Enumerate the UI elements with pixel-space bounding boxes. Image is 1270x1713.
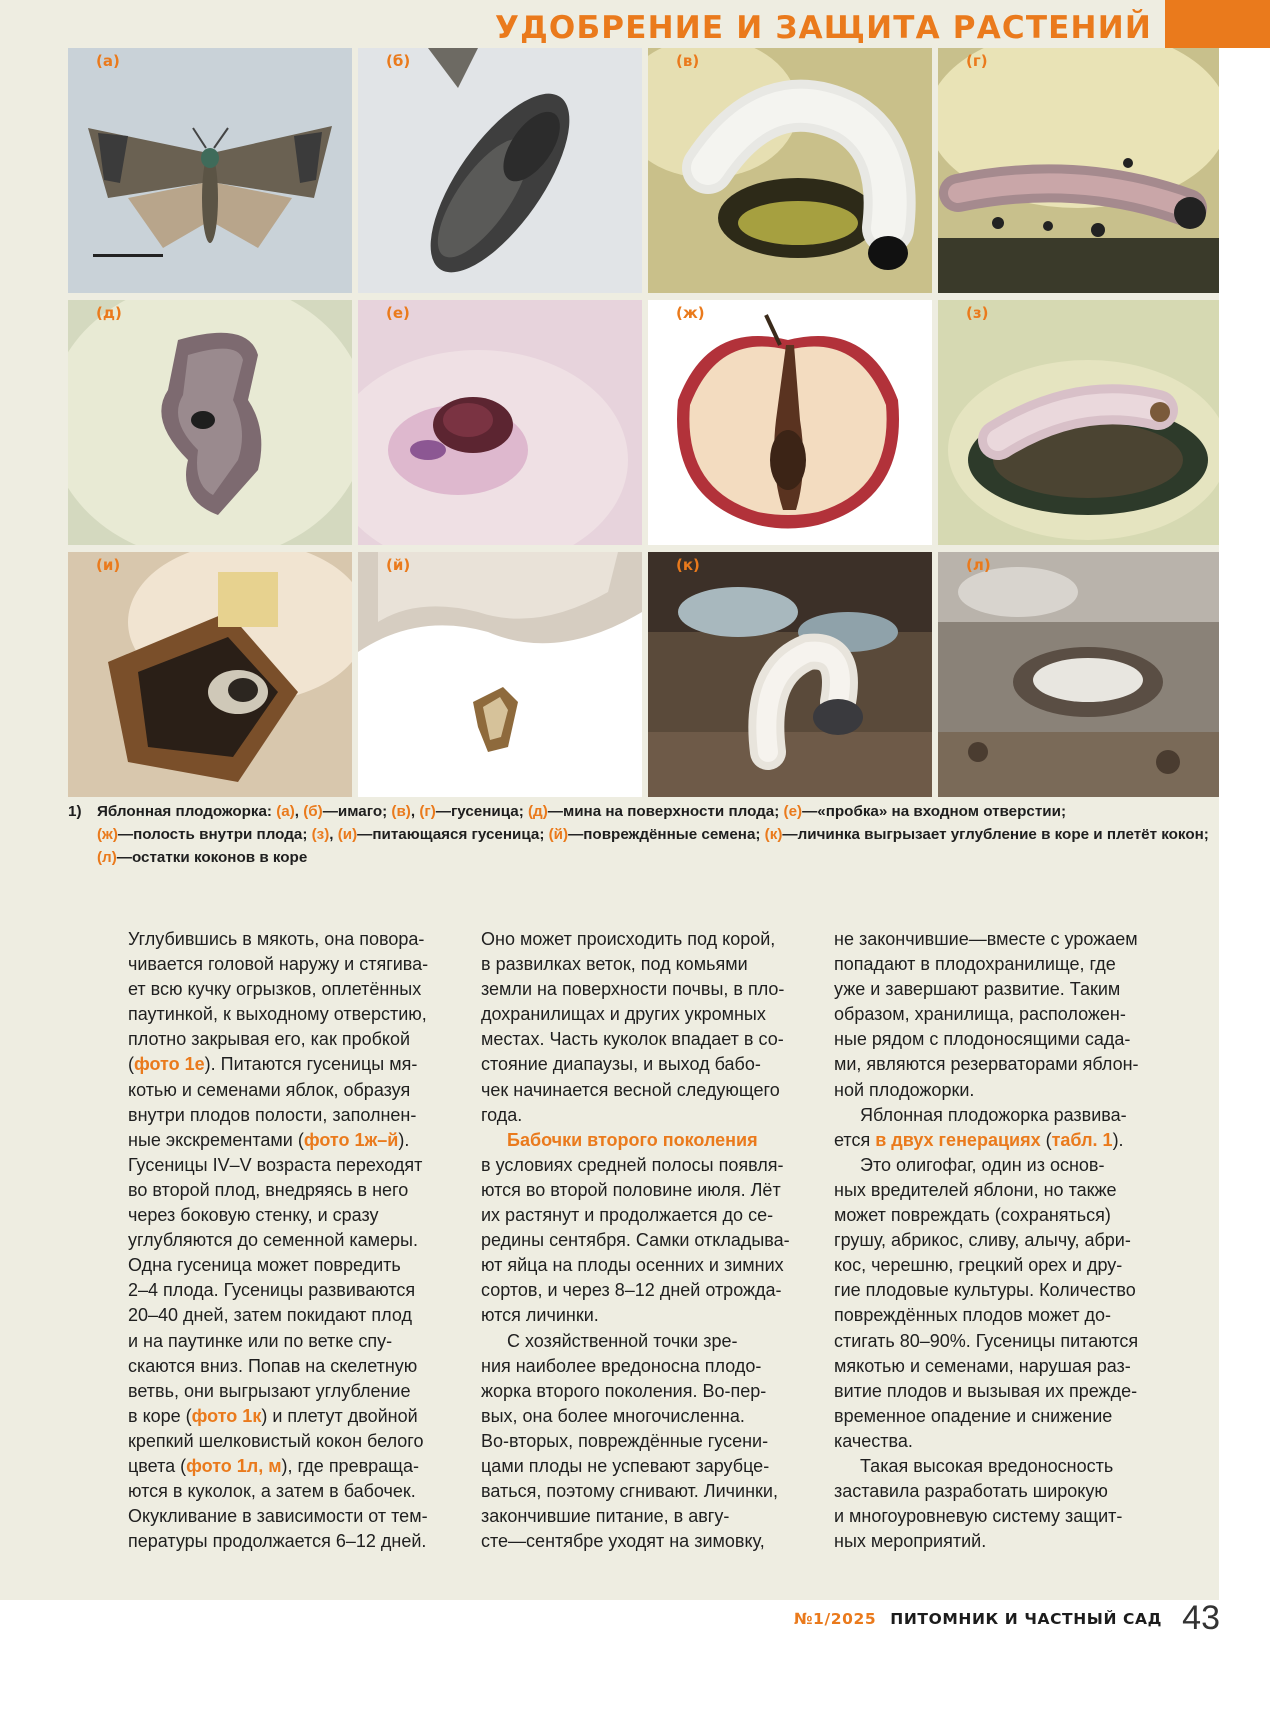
photo-grid: [68, 48, 1219, 797]
body-text: котью и семенами яблок, образуя: [128, 1079, 411, 1100]
caption-ref: (б): [303, 803, 323, 820]
caption-ref: (л): [97, 849, 117, 866]
body-text: ные рядом с плодоносящими сада-: [834, 1029, 1131, 1050]
text-line: [128, 1479, 458, 1504]
text-line: [128, 927, 458, 952]
caption-text: —гусеница;: [435, 803, 528, 820]
text-line: [834, 1253, 1164, 1278]
text-line: [128, 1303, 458, 1328]
body-text: и на паутинке или по ветке спу-: [128, 1330, 393, 1351]
text-line: [128, 1354, 458, 1379]
body-text: пературы продолжается 6–12 дней.: [128, 1531, 427, 1552]
text-line: [481, 1078, 811, 1103]
text-line: [834, 1429, 1164, 1454]
text-line: [481, 1128, 811, 1153]
text-line: [128, 1002, 458, 1027]
body-text: скаются вниз. Попав на скелетную: [128, 1355, 418, 1376]
body-text: их растянут и продолжается до се-: [481, 1205, 774, 1226]
body-text: ются в куколок, а затем в бабочек.: [128, 1481, 416, 1502]
caption-text: —имаго;: [322, 803, 392, 820]
caption-text: —остатки коконов в коре: [116, 849, 308, 866]
photo-b: [358, 48, 642, 293]
body-text: внутри плодов полости, заполнен-: [128, 1104, 417, 1125]
text-line: [481, 1479, 811, 1504]
body-text: ные экскрементами (: [128, 1129, 304, 1150]
body-text: углубляются до семенной камеры.: [128, 1230, 418, 1251]
caption-text: ,: [329, 826, 338, 843]
section-tab: [1165, 0, 1270, 48]
body-text: грушу, абрикос, сливу, алычу, абри-: [834, 1230, 1131, 1251]
body-text: гие плодовые культуры. Количество: [834, 1280, 1136, 1301]
text-line: [481, 1153, 811, 1178]
body-text: крепкий шелковистый кокон белого: [128, 1430, 424, 1451]
feeding-caterpillar-icon: [938, 300, 1219, 545]
text-line: [834, 927, 1164, 952]
text-line: [481, 1052, 811, 1077]
text-line: [128, 1529, 458, 1554]
highlight-text: Бабочки второго поколения: [507, 1129, 758, 1150]
body-text: земли на поверхности почвы, в пло-: [481, 979, 785, 1000]
text-line: [481, 927, 811, 952]
text-line: [128, 1027, 458, 1052]
photo-e: [358, 300, 642, 545]
text-line: [834, 1153, 1164, 1178]
text-line: [128, 1429, 458, 1454]
text-line: [481, 1504, 811, 1529]
body-text: образом, хранилища, расположен-: [834, 1004, 1126, 1025]
text-line: [128, 977, 458, 1002]
photo-v: [648, 48, 932, 293]
body-text: через боковую стенку, и сразу: [128, 1205, 379, 1226]
text-line: [834, 1379, 1164, 1404]
body-text: ются во второй половине июля. Лёт: [481, 1179, 781, 1200]
body-text: (: [1040, 1129, 1052, 1150]
photo-label: (а): [96, 52, 120, 70]
text-line: [834, 1027, 1164, 1052]
text-line: [834, 1052, 1164, 1077]
text-line: [834, 1128, 1164, 1153]
text-line: [481, 1278, 811, 1303]
text-line: [481, 1303, 811, 1328]
text-line: [481, 952, 811, 977]
caption-ref: (к): [764, 826, 783, 843]
text-line: [128, 952, 458, 977]
body-text: 20–40 дней, затем покидают плод: [128, 1305, 412, 1326]
text-line: [481, 1329, 811, 1354]
text-line: [834, 1454, 1164, 1479]
body-text: в развилках веток, под комьями: [481, 954, 748, 975]
pink-caterpillar-icon: [938, 48, 1219, 293]
body-text: чивается головой наружу и стягива-: [128, 954, 429, 975]
body-text: Во-вторых, повреждённые гусени-: [481, 1430, 769, 1451]
caterpillar-in-fruit-icon: [68, 552, 352, 797]
text-line: [834, 1203, 1164, 1228]
body-text: временное опадение и снижение: [834, 1405, 1113, 1426]
apple-cross-section-icon: [648, 300, 932, 545]
body-text: мякотью и семенами, нарушая раз-: [834, 1355, 1131, 1376]
body-text: вых, она более многочисленна.: [481, 1405, 745, 1426]
photo-l: [938, 552, 1219, 797]
text-column-1: [128, 927, 458, 1554]
text-line: [128, 1278, 458, 1303]
moth-resting-icon: [358, 48, 642, 293]
body-text: качества.: [834, 1430, 913, 1451]
section-title: УДОБРЕНИЕ И ЗАЩИТА РАСТЕНИЙ: [495, 10, 1152, 46]
body-text: заставила разработать широкую: [834, 1481, 1108, 1502]
body-text: дохранилищах и других укромных: [481, 1004, 766, 1025]
body-text: паутинкой, к выходному отверстию,: [128, 1004, 427, 1025]
body-text: С хозяйственной точки зре-: [507, 1330, 738, 1351]
text-line: [834, 1504, 1164, 1529]
body-text: может повреждать (сохраняться): [834, 1205, 1111, 1226]
body-text: в коре (: [128, 1405, 192, 1426]
body-text: плотно закрывая его, как пробкой: [128, 1029, 411, 1050]
photo-label: (з): [966, 304, 989, 322]
body-text: ветвь, они выгрызают углубление: [128, 1380, 411, 1401]
body-text: года.: [481, 1104, 523, 1125]
text-line: [834, 1228, 1164, 1253]
page-number: 43: [1182, 1599, 1220, 1637]
entry-plug-icon: [358, 300, 642, 545]
photo-label: (е): [386, 304, 410, 322]
body-text: 2–4 плода. Гусеницы развиваются: [128, 1280, 416, 1301]
caption-line: [68, 800, 1218, 823]
photo-label: (в): [676, 52, 700, 70]
text-line: [834, 952, 1164, 977]
text-line: [481, 1379, 811, 1404]
text-line: [128, 1454, 458, 1479]
body-text: ет всю кучку огрызков, оплетённых: [128, 979, 422, 1000]
highlight-text: в двух генерациях: [875, 1129, 1041, 1150]
text-line: [128, 1052, 458, 1077]
photo-zh: [648, 300, 932, 545]
caption-ref: (и): [337, 826, 358, 843]
text-line: [128, 1404, 458, 1429]
text-line: [481, 1002, 811, 1027]
body-text: цами плоды не успевают зарубце-: [481, 1455, 770, 1476]
body-text: ной плодожорки.: [834, 1079, 975, 1100]
caption-ref: (ж): [97, 826, 118, 843]
body-text: ) и плетут двойной: [261, 1405, 418, 1426]
moth-adult-icon: [68, 48, 352, 293]
body-text: местах. Часть куколок впадает в со-: [481, 1029, 784, 1050]
photo-i: [68, 552, 352, 797]
caption-ref: (е): [783, 803, 803, 820]
body-text: Это олигофаг, один из основ-: [860, 1154, 1105, 1175]
body-text: ).: [1112, 1129, 1124, 1150]
body-text: стояние диапаузы, и выход бабо-: [481, 1054, 761, 1075]
highlight-text: фото 1к: [191, 1405, 262, 1426]
highlight-text: фото 1е: [134, 1054, 205, 1075]
text-line: [481, 1454, 811, 1479]
body-text: Окукливание в зависимости от тем-: [128, 1506, 428, 1527]
caption-text: —питающаяся гусеница;: [357, 826, 549, 843]
photo-label: (к): [676, 556, 700, 574]
body-text: ).: [398, 1129, 410, 1150]
body-text: ваться, поэтому сгнивают. Личинки,: [481, 1481, 778, 1502]
caption-text: ,: [294, 803, 304, 820]
text-line: [834, 1178, 1164, 1203]
body-text: во второй плод, внедряясь в него: [128, 1179, 409, 1200]
body-text: и многоуровневую систему защит-: [834, 1506, 1123, 1527]
body-text: ). Питаются гусеницы мя-: [204, 1054, 418, 1075]
caption-line: [68, 846, 1218, 869]
body-text: Такая высокая вредоносность: [860, 1455, 1114, 1476]
body-text: ния наиболее вредоносна плодо-: [481, 1355, 762, 1376]
fruit-mine-icon: [68, 300, 352, 545]
body-text: попадают в плодохранилище, где: [834, 954, 1116, 975]
damaged-seed-icon: [358, 552, 642, 797]
body-text: ных вредителей яблони, но также: [834, 1179, 1117, 1200]
body-text: ют яйца на плоды осенних и зимних: [481, 1255, 784, 1276]
photo-k: [648, 552, 932, 797]
text-line: [128, 1253, 458, 1278]
body-text: Оно может происходить под корой,: [481, 929, 776, 949]
caption-text: —повреждённые семена;: [568, 826, 765, 843]
body-text: сортов, и через 8–12 дней отрожда-: [481, 1280, 782, 1301]
body-text: в условиях средней полосы появля-: [481, 1154, 784, 1175]
caption-ref: (з): [311, 826, 330, 843]
caption-text: —«пробка» на входном отверстии;: [802, 803, 1067, 820]
highlight-text: фото 1л, м: [186, 1455, 282, 1476]
white-caterpillar-icon: [648, 48, 932, 293]
photo-label: (л): [966, 556, 991, 574]
caption-ref: (г): [419, 803, 436, 820]
figure-number: 1): [68, 803, 82, 820]
text-line: [834, 1529, 1164, 1554]
body-text: витие плодов и вызывая их прежде-: [834, 1380, 1138, 1401]
text-line: [128, 1078, 458, 1103]
body-text: повреждённых плодов может до-: [834, 1305, 1112, 1326]
body-text: Одна гусеница может повредить: [128, 1255, 401, 1276]
caption-text: Яблонная плодожорка:: [97, 803, 277, 820]
text-line: [128, 1128, 458, 1153]
body-text: Углубившись в мякоть, она повора-: [128, 929, 425, 949]
text-line: [128, 1203, 458, 1228]
photo-label: (г): [966, 52, 988, 70]
highlight-text: табл. 1: [1051, 1129, 1113, 1150]
text-line: [481, 1203, 811, 1228]
text-line: [128, 1153, 458, 1178]
photo-y: [358, 552, 642, 797]
text-line: [481, 1103, 811, 1128]
body-text: ), где превраща-: [281, 1455, 419, 1476]
larva-in-bark-icon: [648, 552, 932, 797]
text-line: [834, 1002, 1164, 1027]
text-line: [128, 1379, 458, 1404]
text-line: [128, 1103, 458, 1128]
photo-a: [68, 48, 352, 293]
text-line: [128, 1329, 458, 1354]
text-line: [834, 1078, 1164, 1103]
text-line: [128, 1228, 458, 1253]
text-line: [481, 1178, 811, 1203]
text-line: [834, 1479, 1164, 1504]
body-text: стигать 80–90%. Гусеницы питаются: [834, 1330, 1139, 1351]
caption-ref: (в): [391, 803, 411, 820]
text-line: [834, 1303, 1164, 1328]
text-line: [481, 1529, 811, 1554]
photo-label: (и): [96, 556, 121, 574]
body-text: уже и завершают развитие. Таким: [834, 979, 1121, 1000]
text-column-2: [481, 927, 811, 1554]
footer-magazine: [794, 1610, 1162, 1628]
body-text: редины сентября. Самки откладыва-: [481, 1230, 790, 1251]
body-text: ется: [834, 1129, 876, 1150]
text-line: [128, 1504, 458, 1529]
body-text: ются личинки.: [481, 1305, 599, 1326]
body-text: Яблонная плодожорка развива-: [860, 1104, 1127, 1125]
text-line: [481, 1404, 811, 1429]
caption-ref: (й): [548, 826, 569, 843]
figure-caption: [68, 800, 1218, 869]
caption-text: —личинка выгрызает углубление в коре и плетёт кокон;: [782, 826, 1209, 843]
cocoon-remains-icon: [938, 552, 1219, 797]
text-line: [834, 1404, 1164, 1429]
text-line: [481, 1027, 811, 1052]
caption-text: —полость внутри плода;: [117, 826, 312, 843]
text-line: [481, 1354, 811, 1379]
body-text: (: [128, 1054, 134, 1075]
body-text: Гусеницы IV–V возраста переходят: [128, 1154, 423, 1175]
caption-ref: (д): [528, 803, 548, 820]
magazine-title: ПИТОМНИК И ЧАСТНЫЙ САД: [890, 1610, 1162, 1628]
photo-z: [938, 300, 1219, 545]
body-text: ми, являются резерваторами яблон-: [834, 1054, 1139, 1075]
text-line: [481, 1228, 811, 1253]
text-line: [834, 1329, 1164, 1354]
caption-line: [68, 823, 1218, 846]
text-line: [834, 1354, 1164, 1379]
text-line: [834, 977, 1164, 1002]
caption-text: —мина на поверхности плода;: [547, 803, 784, 820]
text-column-3: [834, 927, 1164, 1554]
text-line: [481, 1253, 811, 1278]
text-line: [834, 1103, 1164, 1128]
highlight-text: фото 1ж–й: [303, 1129, 399, 1150]
text-line: [481, 1429, 811, 1454]
text-line: [481, 977, 811, 1002]
body-text: ных мероприятий.: [834, 1531, 987, 1552]
body-text: закончившие питание, в авгу-: [481, 1506, 730, 1527]
body-text: сте—сентябре уходят на зимовку,: [481, 1531, 765, 1552]
body-text: не закончившие—вместе с урожаем: [834, 929, 1138, 949]
photo-label: (ж): [676, 304, 705, 322]
photo-d: [68, 300, 352, 545]
body-text: чек начинается весной следующего: [481, 1079, 780, 1100]
text-line: [834, 1278, 1164, 1303]
issue-number: №1/2025: [793, 1610, 877, 1628]
text-line: [128, 1178, 458, 1203]
photo-label: (б): [386, 52, 411, 70]
photo-label: (й): [386, 556, 411, 574]
body-text: цвета (: [128, 1455, 187, 1476]
photo-g: [938, 48, 1219, 293]
body-text: жорка второго поколения. Во-пер-: [481, 1380, 767, 1401]
body-text: кос, черешню, грецкий орех и дру-: [834, 1255, 1123, 1276]
photo-label: (д): [96, 304, 122, 322]
caption-text: ,: [410, 803, 420, 820]
caption-ref: (а): [276, 803, 295, 820]
